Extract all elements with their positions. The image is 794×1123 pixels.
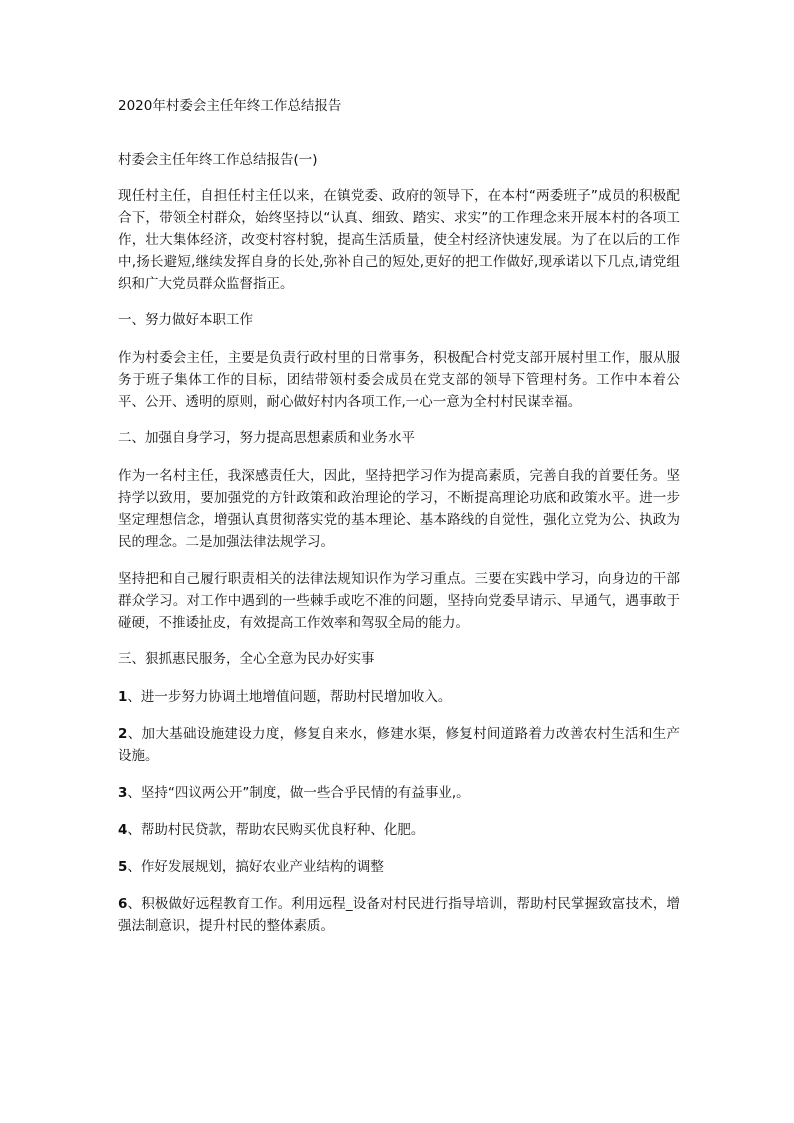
document-page bbox=[118, 96, 680, 952]
list-item-text: 、积极做好远程教育工作。利用远程_设备对村民进行指导培训，帮助村民掌握致富技术，增强法制意识，提升村民的整体素质。 bbox=[118, 896, 680, 934]
list-item-number: 3 bbox=[118, 785, 128, 801]
intro-paragraph: 现任村主任，自担任村主任以来，在镇党委、政府的领导下，在本村“两委班子”成员的积极配合下，带领全村群众，始终坚持以“认真、细致、踏实、求实”的工作理念来开展本村的各项工作，壮大集体经济，改变村容村貌，提高生活质量，使全村经济快速发展。为了在以后的工作中,扬长避短,继续发挥自身的长处,弥补自己的短处,更好的把工作做好,现承诺以下几点,请党组织和广大党员群众监督指正。 bbox=[118, 188, 680, 292]
section-2-heading: 二、加强自身学习，努力提高思想素质和业务水平 bbox=[118, 430, 415, 446]
list-item-text: 、坚持“四议两公开”制度，做一些合乎民情的有益事业,。 bbox=[127, 785, 470, 801]
list-item bbox=[118, 782, 680, 804]
section-2-paragraph-2: 坚持把和自己履行职责相关的法律法规知识作为学习重点。三要在实践中学习，向身边的干部群众学习。对工作中遇到的一些棘手或吃不准的问题，坚持向党委早请示、早通气，遇事敢于碰硬，不推诿扯皮，有效提高工作效率和驾驭全局的能力。 bbox=[118, 571, 680, 631]
document-subtitle: 村委会主任年终工作总结报告(一) bbox=[118, 152, 318, 168]
list-item bbox=[118, 819, 680, 841]
list-item-number: 2 bbox=[118, 726, 128, 742]
list-item-text: 、作好发展规划，搞好农业产业结构的调整 bbox=[127, 859, 384, 875]
list-item-text: 、帮助村民贷款，帮助农民购买优良籽种、化肥。 bbox=[127, 822, 425, 838]
list-item-number: 5 bbox=[118, 859, 128, 875]
section-1-heading: 一、努力做好本职工作 bbox=[118, 312, 253, 328]
list-item-number: 1 bbox=[118, 689, 128, 705]
section-3-heading: 三、狠抓惠民服务，全心全意为民办好实事 bbox=[118, 651, 375, 667]
list-item bbox=[118, 893, 680, 937]
list-item-text: 、进一步努力协调土地增值问题，帮助村民增加收入。 bbox=[127, 689, 452, 705]
list-item bbox=[118, 723, 680, 767]
list-item-text: 、加大基础设施建设力度，修复自来水，修建水渠，修复村间道路着力改善农村生活和生产设施。 bbox=[118, 726, 680, 764]
list-item-number: 4 bbox=[118, 822, 128, 838]
section-1-paragraph: 作为村委会主任，主要是负责行政村里的日常事务，积极配合村党支部开展村里工作，服从服务于班子集体工作的目标，团结带领村委会成员在党支部的领导下管理村务。工作中本着公平、公开、透明的原则，耐心做好村内各项工作,一心一意为全村村民谋幸福。 bbox=[118, 350, 680, 410]
list-item bbox=[118, 686, 680, 708]
section-2-paragraph-1: 作为一名村主任，我深感责任大，因此，坚持把学习作为提高素质，完善自我的首要任务。坚持学以致用，要加强党的方针政策和政治理论的学习，不断提高理论功底和政策水平。进一步坚定理想信念，增强认真贯彻落实党的基本理论、基本路线的自觉性，强化立党为公、执政为民的理念。二是加强法律法规学习。 bbox=[118, 468, 680, 550]
list-item-number: 6 bbox=[118, 896, 128, 912]
document-title: 2020年村委会主任年终工作总结报告 bbox=[118, 98, 342, 114]
list-item bbox=[118, 856, 680, 878]
